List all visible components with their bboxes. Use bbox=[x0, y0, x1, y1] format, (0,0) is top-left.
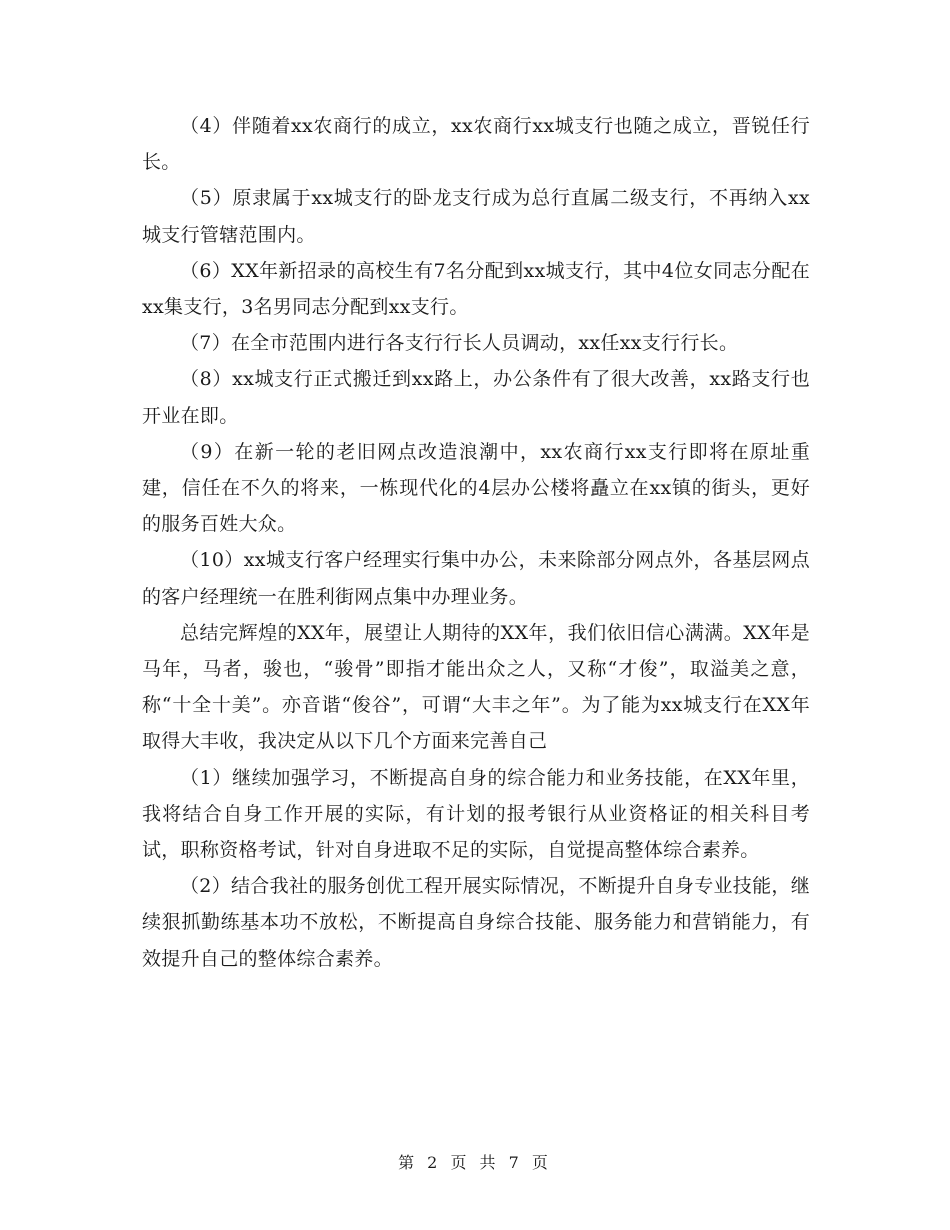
paragraph-item-10: （10）xx城支行客户经理实行集中办公，未来除部分网点外，各基层网点的客户经理统一在胜利街网点集中办理业务。 bbox=[142, 549, 810, 608]
paragraph-item-5: （5）原隶属于xx城支行的卧龙支行成为总行直属二级支行，不再纳入xx城支行管辖范围内。 bbox=[142, 187, 810, 246]
paragraph-item-8: （8）xx城支行正式搬迁到xx路上，办公条件有了很大改善，xx路支行也开业在即。 bbox=[142, 368, 810, 427]
paragraph-plan-1: （1）继续加强学习，不断提高自身的综合能力和业务技能，在XX年里，我将结合自身工作开展的实际，有计划的报考银行从业资格证的相关科目考试，职称资格考试，针对自身进取不足的实际，自觉提高整体综合素养。 bbox=[142, 766, 810, 862]
paragraph-plan-2: （2）结合我社的服务创优工程开展实际情况，不断提升自身专业技能，继续狠抓勤练基本功不放松，不断提高自身综合技能、服务能力和营销能力，有效提升自己的整体综合素养。 bbox=[142, 875, 810, 970]
document-body bbox=[142, 108, 810, 977]
page-number-footer: 第 2 页 共 7 页 bbox=[398, 1153, 552, 1172]
paragraph-summary: 总结完辉煌的XX年，展望让人期待的XX年，我们依旧信心满满。XX年是马年，马者，骏也，“骏骨”即指才能出众之人，又称“才俊”，取溢美之意，称“十全十美”。亦音谐“俊谷”，可谓“大丰之年”。为了能为xx城支行在XX年取得大丰收，我决定从以下几个方面来完善自己 bbox=[142, 621, 810, 753]
paragraph-item-7: （7）在全市范围内进行各支行行长人员调动，xx任xx支行行长。 bbox=[180, 332, 739, 355]
paragraph-item-9: （9）在新一轮的老旧网点改造浪潮中，xx农商行xx支行即将在原址重建，信任在不久的将来，一栋现代化的4层办公楼将矗立在xx镇的街头，更好的服务百姓大众。 bbox=[142, 440, 810, 536]
paragraph-item-6: （6）XX年新招录的高校生有7名分配到xx城支行，其中4位女同志分配在xx集支行，3名男同志分配到xx支行。 bbox=[142, 259, 810, 319]
paragraph-item-4: （4）伴随着xx农商行的成立，xx农商行xx城支行也随之成立，晋锐任行长。 bbox=[142, 115, 810, 174]
